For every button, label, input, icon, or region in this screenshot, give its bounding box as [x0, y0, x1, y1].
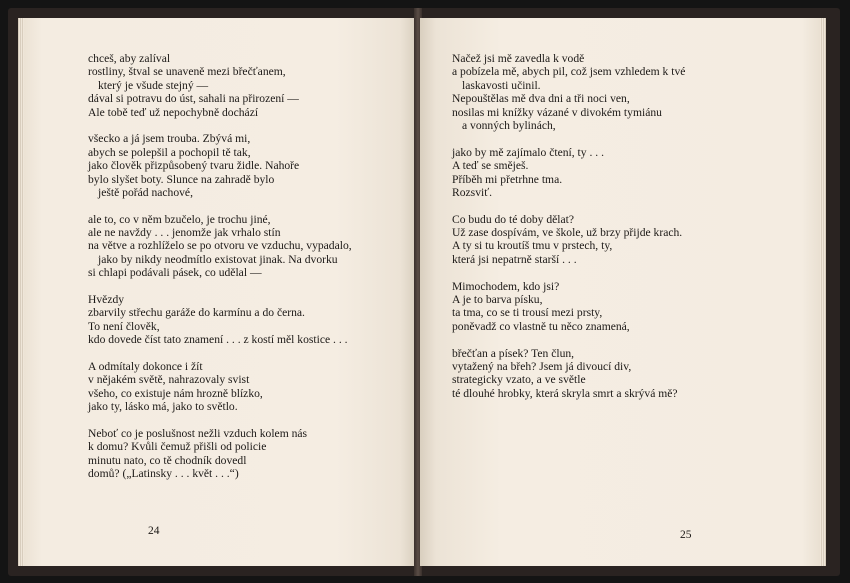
stanza-gap	[452, 266, 685, 279]
poem-line: dával si potravu do úst, sahali na přirození —	[88, 92, 299, 106]
stanza-gap	[452, 333, 685, 346]
poem-line: strategicky vzato, a ve světle	[452, 373, 586, 387]
poem-line: domů? („Latinsky . . . květ . . .“)	[88, 467, 239, 481]
poem-line: A teď se směješ.	[452, 159, 529, 173]
poem-line: bylo slyšet boty. Slunce na zahradě bylo	[88, 172, 275, 186]
stanza-gap	[452, 199, 685, 212]
poem-line: v nějakém světě, nahrazovaly svist	[88, 373, 250, 387]
poem-line: Neboť co je poslušnost nežli vzduch kolem nás	[88, 426, 308, 440]
poem-line: Příběh mi přetrhne tma.	[452, 172, 563, 186]
poem-line: Hvězdy	[88, 293, 125, 307]
left-page-number: 24	[148, 525, 160, 537]
right-page-edge	[820, 18, 826, 566]
stanza-gap	[88, 199, 352, 212]
poem-line: na větve a rozhlíželo se po otvoru ve vzduchu, vypadalo,	[88, 239, 352, 253]
poem-line: Načež jsi mě zavedla k vodě	[452, 52, 585, 65]
stanza-gap	[88, 280, 352, 293]
right-page	[420, 18, 826, 566]
poem-line: ale ne navždy . . . jenomže jak vrhalo stín	[88, 226, 281, 240]
poem-line: a vonných bylinách,	[462, 118, 556, 132]
poem-line: minutu nato, co tě chodník dovedl	[88, 453, 247, 467]
poem-line: Už zase dospívám, ve škole, už brzy přijde krach.	[452, 226, 683, 240]
poem-line: té dlouhé hrobky, která skryla smrt a skrývá mě?	[452, 386, 678, 400]
poem-line: k domu? Kvůli čemuž přišli od policie	[88, 440, 267, 454]
poem-line: jako by nikdy neodmítlo existovat jinak. Na dvorku	[98, 252, 338, 266]
poem-line: ještě pořád nachové,	[98, 185, 193, 199]
poem-line: vytažený na břeh? Jsem já divoucí div,	[452, 359, 632, 373]
right-page-number: 25	[680, 529, 692, 541]
poem-line: Nepouštělas mě dva dni a tři noci ven,	[452, 92, 630, 106]
poem-line: Mimochodem, kdo jsi?	[452, 279, 560, 293]
poem-line: To není člověk,	[88, 319, 160, 333]
stanza-gap	[452, 132, 685, 145]
open-book	[8, 8, 840, 576]
poem-line: jako by mě zajímalo čtení, ty . . .	[452, 145, 604, 159]
poem-line: chceš, aby zalíval	[88, 52, 171, 65]
poem-line: Ale tobě teď už nepochybně dochází	[88, 105, 259, 119]
poem-line: Rozsviť.	[452, 185, 493, 199]
poem-line: kdo dovede číst tato znamení . . . z kostí měl kostice . . .	[88, 333, 348, 347]
left-page	[18, 18, 416, 566]
poem-line: A ty si tu kroutíš tmu v prstech, ty,	[452, 239, 613, 253]
poem-line: všecko a já jsem trouba. Zbývá mi,	[88, 132, 251, 146]
poem-line: ta tma, co se ti trousí mezi prsty,	[452, 306, 603, 320]
poem-line: která jsi nepatrně starší . . .	[452, 252, 577, 266]
poem-line: břečťan a písek? Ten člun,	[452, 346, 575, 360]
poem-line: a pobízela mě, abych pil, což jsem vzhledem k tvé	[452, 65, 686, 79]
left-page-edge	[18, 18, 24, 566]
stanza-gap	[88, 414, 352, 427]
poem-line: abych se polepšil a pochopil tě tak,	[88, 145, 251, 159]
poem-line: zbarvily střechu garáže do karmínu a do černa.	[88, 306, 305, 320]
left-page-text	[88, 52, 352, 481]
poem-line: A odmítaly dokonce i žít	[88, 359, 203, 373]
poem-line: všeho, co existuje nám hrozně blízko,	[88, 386, 263, 400]
right-page-text	[452, 52, 685, 400]
poem-line: Co budu do té doby dělat?	[452, 212, 575, 226]
stanza-gap	[88, 347, 352, 360]
poem-line: si chlapi podávali pásek, co udělal —	[88, 266, 262, 280]
poem-line: poněvadž co vlastně tu něco znamená,	[452, 319, 630, 333]
poem-line: nosilas mi knížky vázané v divokém tymiánu	[452, 105, 662, 119]
poem-line: jako člověk přizpůsobený tvaru židle. Nahoře	[88, 159, 300, 173]
poem-line: A je to barva písku,	[452, 293, 543, 307]
poem-line: rostliny, štval se unaveně mezi břečťanem,	[88, 65, 286, 79]
poem-line: ale to, co v něm bzučelo, je trochu jiné,	[88, 212, 271, 226]
poem-line: jako ty, lásko má, jako to světlo.	[88, 400, 238, 414]
poem-line: laskavosti učinil.	[462, 78, 541, 92]
stanza-gap	[88, 119, 352, 132]
poem-line: který je všude stejný —	[98, 78, 209, 92]
